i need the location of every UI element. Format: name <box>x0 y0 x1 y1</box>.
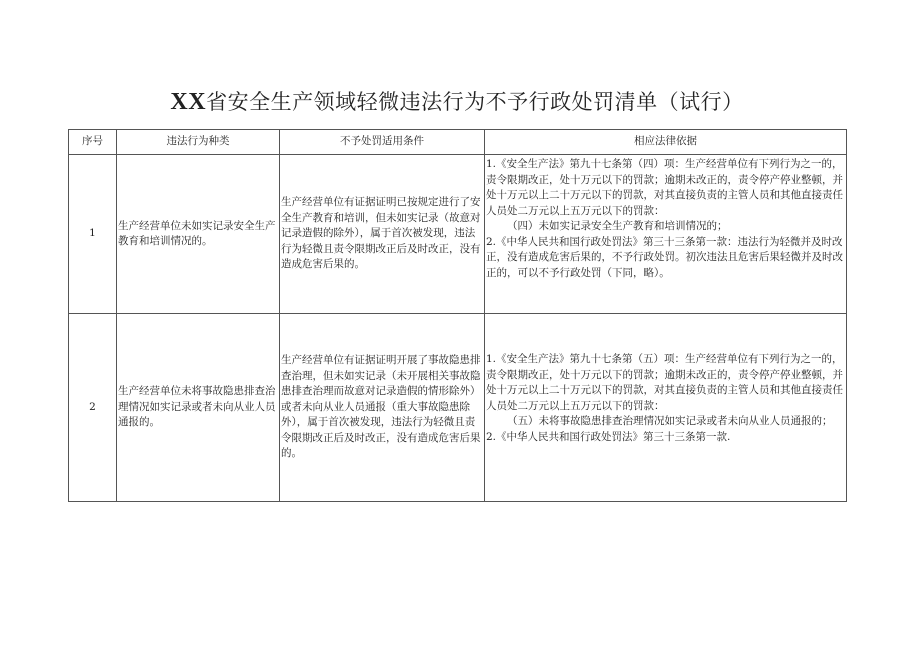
title-text: 省安全生产领域轻微违法行为不予行政处罚清单（试行） <box>206 90 744 114</box>
header-serial-number: 序号 <box>69 130 117 155</box>
document-title <box>68 88 846 116</box>
legal-basis-clause-2: 2.《中华人民共和国行政处罚法》第三十三条第一款. <box>486 430 731 443</box>
legal-basis-clause-1: 1.《安全生产法》第九十七条第（四）项：生产经营单位有下列行为之一的，责令限期改正，处十万元以下的罚款；逾期未改正的，责令停产停业整顿，并处十万元以上二十万元以下的罚款，对其直接负责的主管人员和其他直接责任人员处二万元以上五万元以下的罚款： <box>486 158 843 217</box>
serial-number-cell: 2 <box>69 314 117 502</box>
table-row <box>69 314 847 502</box>
legal-basis-item: （四）未如实记录安全生产教育和培训情况的； <box>507 220 728 232</box>
header-violation-type: 违法行为种类 <box>117 130 280 155</box>
table-header-row <box>69 130 847 155</box>
legal-basis-cell <box>485 155 847 314</box>
legal-basis-item: （五）未将事故隐患排查治理情况如实记录或者未向从业人员通报的； <box>507 415 833 427</box>
legal-basis-clause-2: 2.《中华人民共和国行政处罚法》第三十三条第一款：违法行为轻微并及时改正，没有造成危害后果的，不予行政处罚。初次违法且危害后果轻微并及时改正的，可以不予行政处罚（下同，略）。 <box>486 235 843 279</box>
legal-basis-cell <box>485 314 847 502</box>
legal-basis-clause-1: 1.《安全生产法》第九十七条第（五）项：生产经营单位有下列行为之一的，责令限期改正，处十万元以下的罚款；逾期未改正的，责令停产停业整顿，并处十万元以上二十万元以下的罚款，对其直接负责的主管人员和其他直接责任人员处二万元以上五万元以下的罚款： <box>486 353 843 412</box>
header-legal-basis: 相应法律依据 <box>485 130 847 155</box>
violation-type-cell: 生产经营单位未将事故隐患排查治理情况如实记录或者未向从业人员通报的。 <box>117 314 280 502</box>
serial-number-cell: 1 <box>69 155 117 314</box>
title-prefix: XX <box>170 89 207 115</box>
penalty-exemption-table <box>68 129 847 502</box>
exemption-conditions-cell: 生产经营单位有证据证明开展了事故隐患排查治理，但未如实记录（未开展相关事故隐患排查治理而故意对记录造假的情形除外）或者未向从业人员通报（重大事故隐患除外），属于首次被发现，违法行为轻微且责令限期改正后及时改正，没有造成危害后果的。 <box>280 314 485 502</box>
violation-type-cell: 生产经营单位未如实记录安全生产教育和培训情况的。 <box>117 155 280 314</box>
exemption-conditions-cell: 生产经营单位有证据证明已按规定进行了安全生产教育和培训，但未如实记录（故意对记录造假的除外），属于首次被发现，违法行为轻微且责令限期改正后及时改正，没有造成危害后果的。 <box>280 155 485 314</box>
table-row <box>69 155 847 314</box>
header-exemption-conditions: 不予处罚适用条件 <box>280 130 485 155</box>
